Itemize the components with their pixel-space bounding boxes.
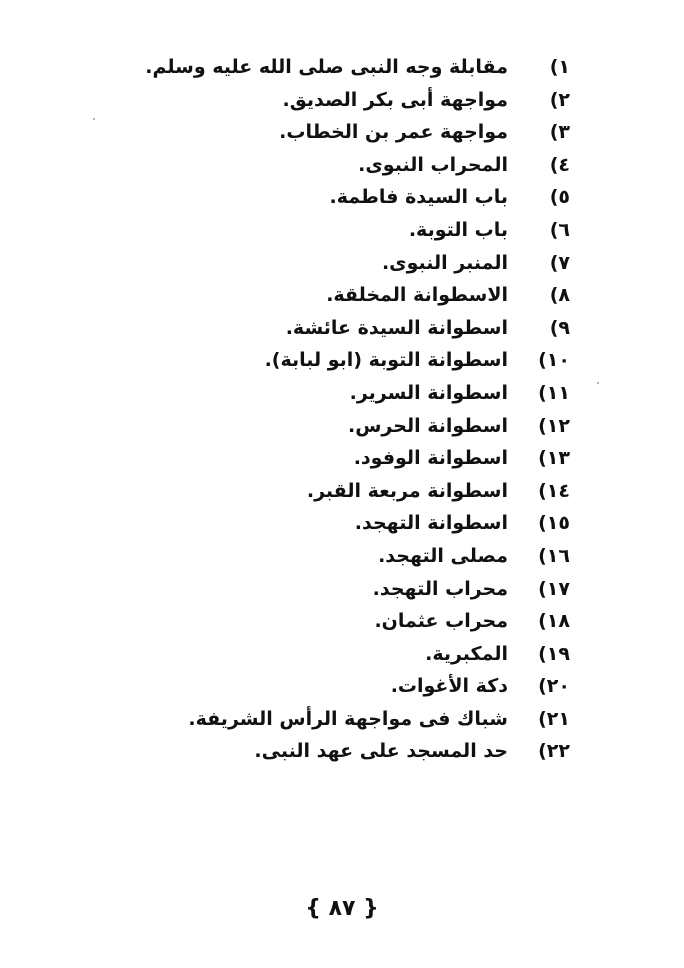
list-item xyxy=(0,573,684,606)
list-item-number: ١٥) xyxy=(538,512,570,535)
list-item-number: ٢١) xyxy=(538,707,570,730)
list-item-text: باب التوبة. xyxy=(408,218,508,241)
list-item xyxy=(0,279,684,312)
list-item-number: ١٩) xyxy=(538,642,570,665)
list-item xyxy=(0,475,684,508)
list-item-text: المكبرية. xyxy=(425,642,508,665)
list-item xyxy=(0,344,684,377)
list-item xyxy=(0,149,684,182)
list-item-number: ١٦) xyxy=(538,544,570,567)
list-item xyxy=(0,84,684,117)
list-item-text: اسطوانة التهجد. xyxy=(354,512,508,535)
list-item-number: ١٧) xyxy=(538,577,570,600)
list-item xyxy=(0,247,684,280)
list-item-text: حد المسجد على عهد النبى. xyxy=(254,740,508,763)
list-item-text: الاسطوانة المخلقة. xyxy=(326,284,508,307)
page-number: { ٨٧ } xyxy=(305,896,379,921)
list-item-number: ١٨) xyxy=(538,610,570,633)
list-item xyxy=(0,377,684,410)
list-item-number: ٣) xyxy=(549,121,570,144)
list-item-number: ٢٢) xyxy=(538,740,570,763)
list-item-number: ٦) xyxy=(549,218,570,241)
list-item-number: ١٢) xyxy=(538,414,570,437)
list-item xyxy=(0,735,684,768)
list-item-text: مقابلة وجه النبى صلى الله عليه وسلم. xyxy=(145,56,508,78)
list-item-number: ٢٠) xyxy=(538,675,570,698)
list-item-text: شباك فى مواجهة الرأس الشريفة. xyxy=(188,707,508,730)
list-item xyxy=(0,638,684,671)
list-item-text: اسطوانة التوبة (ابو لبابة). xyxy=(264,349,508,372)
list-item xyxy=(0,312,684,345)
list-item-number: ٨) xyxy=(549,284,570,307)
list-item-number: ١) xyxy=(549,56,570,78)
list-item-number: ١١) xyxy=(538,381,570,404)
list-item xyxy=(0,214,684,247)
list-item-text: مواجهة عمر بن الخطاب. xyxy=(279,121,508,144)
list-item-text: مواجهة أبى بكر الصديق. xyxy=(282,88,508,111)
scan-speck xyxy=(93,118,95,120)
list-item-text: اسطوانة الحرس. xyxy=(348,414,508,437)
list-item xyxy=(0,605,684,638)
list-item xyxy=(0,181,684,214)
scan-speck xyxy=(597,382,599,384)
list-item xyxy=(0,442,684,475)
list-item-text: مصلى التهجد. xyxy=(378,544,508,567)
list-item-text: محراب التهجد. xyxy=(372,577,508,600)
list-item xyxy=(0,51,684,84)
list-item-text: اسطوانة السرير. xyxy=(349,381,508,404)
list-item-text: اسطوانة الوفود. xyxy=(353,447,508,470)
list-item-text: محراب عثمان. xyxy=(374,610,508,633)
list-item xyxy=(0,410,684,443)
list-item-number: ٤) xyxy=(549,153,570,176)
list-item-text: اسطوانة السيدة عائشة. xyxy=(285,316,508,339)
list-item-number: ٩) xyxy=(549,316,570,339)
list-item-number: ٥) xyxy=(549,186,570,209)
list-item xyxy=(0,703,684,736)
list-item-number: ٢) xyxy=(549,88,570,111)
list-item xyxy=(0,540,684,573)
list-item-number: ٧) xyxy=(549,251,570,274)
list-item-number: ١٣) xyxy=(538,447,570,470)
list-item-text: دكة الأغوات. xyxy=(390,675,508,698)
numbered-list xyxy=(0,51,684,768)
list-item xyxy=(0,670,684,703)
list-item-text: اسطوانة مربعة القبر. xyxy=(306,479,508,502)
list-item-text: المنبر النبوى. xyxy=(381,251,508,274)
list-item xyxy=(0,507,684,540)
list-item-number: ١٠) xyxy=(538,349,570,372)
list-item-text: باب السيدة فاطمة. xyxy=(329,186,508,209)
list-item xyxy=(0,116,684,149)
list-item-number: ١٤) xyxy=(538,479,570,502)
list-item-text: المحراب النبوى. xyxy=(358,153,508,176)
